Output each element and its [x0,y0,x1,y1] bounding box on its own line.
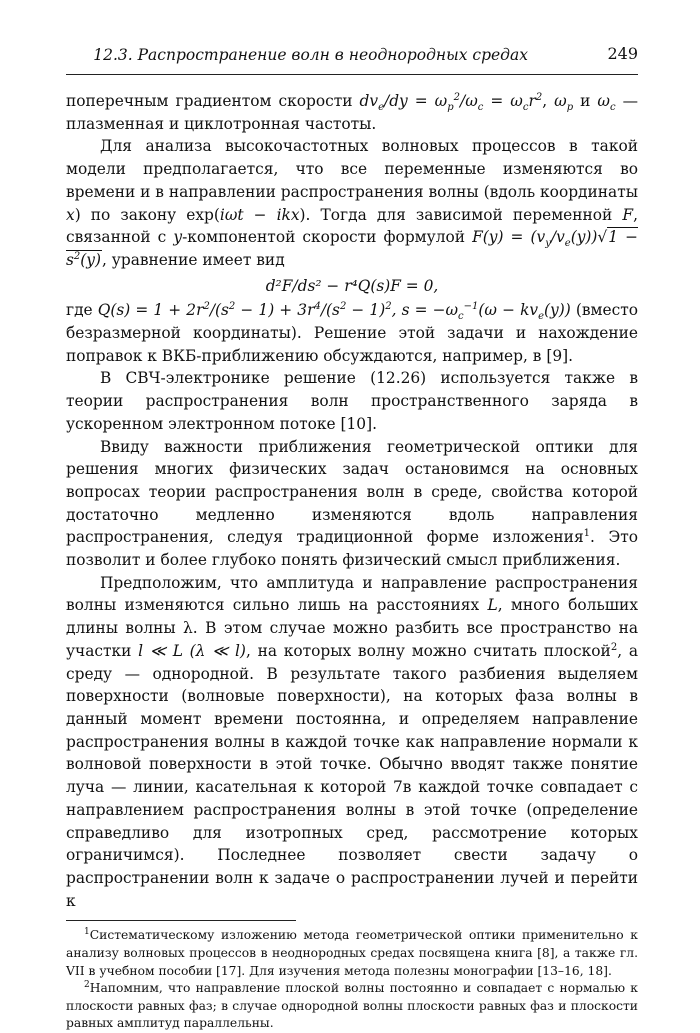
footnotes [66,927,638,1033]
footnote-ref-1: 1 [583,528,591,540]
running-title: 12.3. Распространение волн в неоднородных средах [93,46,528,64]
page-number: 249 [607,44,638,63]
footnote-1: $^1$Систематическому изложению метода геометрической оптики применительно к анализу волновых процессов в неоднородных средах посвящена книга [8], а также гл. VII в учебном пособии [17]. Для изучения метода полезны монографии [13–16, 18]. [66,927,638,978]
formula-Q: $Q(s) = 1 + 2r^2/(s^2 - 1) + 3r^4/(s^2 - 1)^2$, $s = -\omega_c^{-1}(\omega - kv_e(y))$ [97,301,571,323]
paragraph-3: где $Q(s) = 1 + 2r^2/(s^2 - 1) + 3r^4/(s^2 - 1)^2$, $s = -\omega_c^{-1}(\omega - kv_e(y))$ (вместо безразмерной координаты). Решение этой задачи и нахождение поправок к ВКБ-приближению обсуждаются, например, в [9]. [66,301,638,365]
paragraph-6: Предположим, что амплитуда и направление распространения волны изменяются сильно лишь на расстояниях L, много больших длины волны λ. В этом случае можно разбить все пространство на участки l ≪ L (λ ≪ l), на которых волну можно считать плоской$^2$, а среду — однородной. В результате такого разбиения выделяем поверхности (волновые поверхности), на которых фаза волны в данный момент времени постоянна, и определяем направление распространения волны в каждой точке как направление нормали к волновой поверхности в этой точке. Обычно вводят также понятие луча — линии, касательная к которой 7в каждой точке совпадает с направлением распространения волны в этой точке (определение справедливо для изотропных сред, рассмотрение которых ограничимся). Последнее позволяет свести задачу о распространении волн к задаче о распространении лучей и перейти к [66,573,638,910]
footnote-2: $^2$Напомним, что направление плоской волны постоянно и совпадает с нормалью к плоскости равных фаз; в случае однородной волны плоскости равных фаз и плоскости равных амплитуд параллельны. [66,980,638,1031]
formula-velocity-gradient: $dv_e/dy = \omega_p^2/\omega_c = \omega_cr^2$ [359,91,543,114]
paragraph-5: Ввиду важности приближения геометрической оптики для решения многих физических задач остановимся на основных вопросах теории распространения волн в среде, свойства которой достаточно медленно изменяются вдоль направления распространения, следуя традиционной форме изложения$^1$. Это позволит и более глубоко понять физический смысл приближения. [66,437,638,570]
running-header [66,40,638,70]
paragraph-4: В СВЧ-электронике решение (12.26) используется также в теории распространения волн пространственного заряда в ускоренном электронном потоке [10]. [66,369,638,433]
book-page [66,40,638,1033]
paragraph-2: Для анализа высокочастотных волновых процессов в такой модели предполагается, что все переменные изменяются во времени и в направлении распространения волны (вдоль координаты x) по закону exp(iωt − ikx). Тогда для зависимой переменной F, связанной с y-компонентой скорости формулой $F(y) = (v_y/v_e(y))√1 - s^2(y)$, уравнение имеет вид [66,137,638,269]
display-equation: d²F/ds² − r⁴Q(s)F = 0, [265,276,439,295]
header-rule [66,74,638,75]
formula-F: $F(y) = (v_y/v_e(y))√1 - s^2(y)$ [66,228,638,269]
main-text [66,90,638,912]
paragraph-1: поперечным градиентом скорости $dv_e/dy = \omega_p^2/\omega_c = \omega_cr^2$, $\omega_p$ и $\omega_c$ — плазменная и циклотронная частоты. [66,91,639,133]
footnote-rule [66,920,296,921]
footnote-ref-2: 2 [610,641,618,653]
